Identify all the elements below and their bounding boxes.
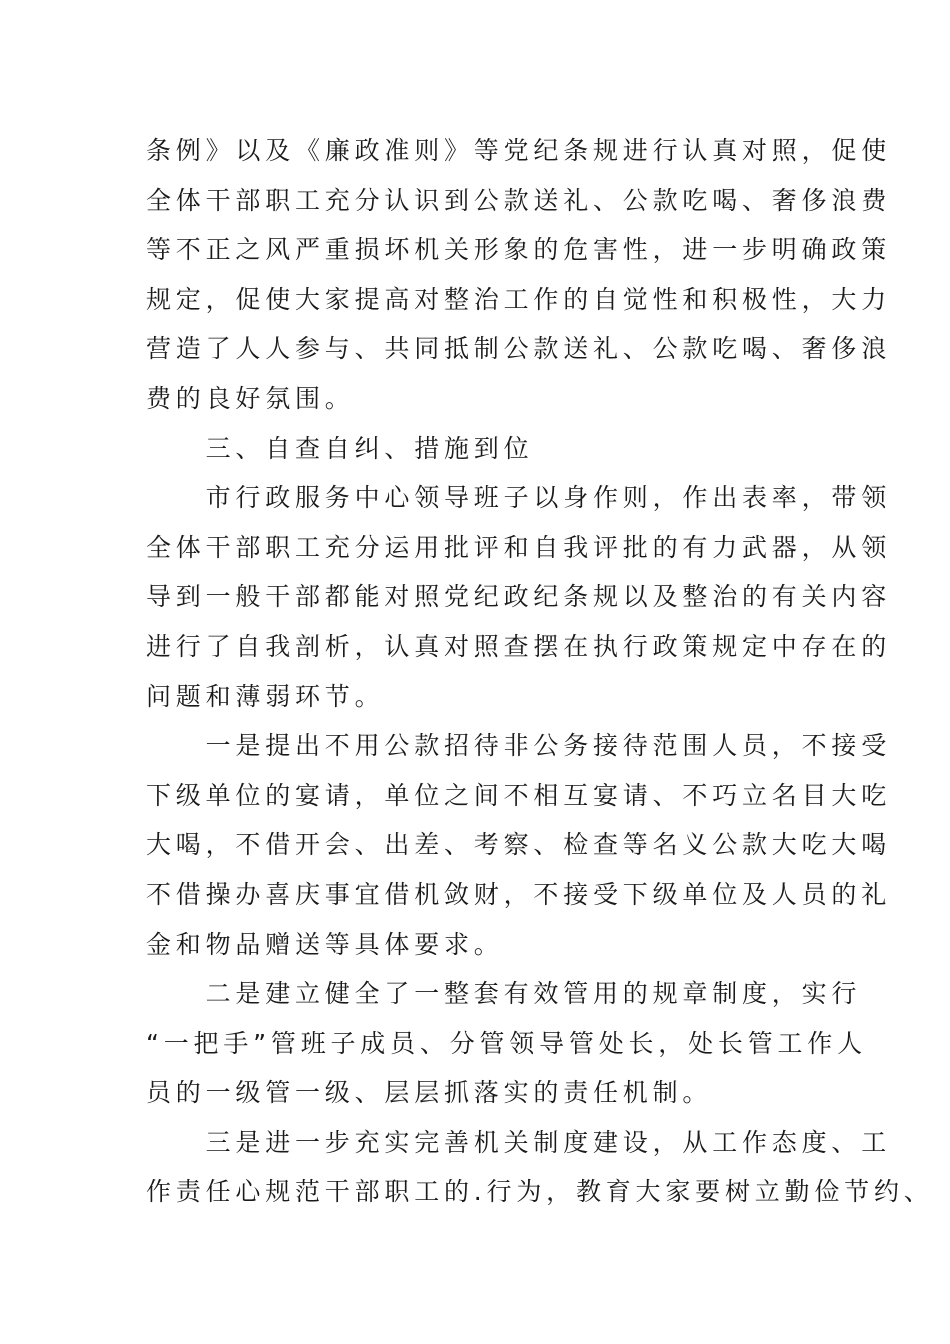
text-line: 市行政服务中心领导班子以身作则，作出表率，带领: [146, 483, 892, 513]
text-line: 进行了自我剖析，认真对照查摆在执行政策规定中存在的: [146, 631, 892, 661]
text-line: 大喝，不借开会、出差、考察、检查等名义公款大吃大喝: [146, 830, 892, 860]
text-line: 金和物品赠送等具体要求。: [146, 929, 504, 959]
text-line: 条例》以及《廉政准则》等党纪条规进行认真对照，促使: [146, 136, 892, 165]
text-line: 员的一级管一级、层层抓落实的责任机制。: [146, 1078, 713, 1108]
text-line: 导到一般干部都能对照党纪政纪条规以及整治的有关内容: [146, 582, 892, 612]
text-line: 不借操办喜庆事宜借机敛财，不接受下级单位及人员的礼: [146, 879, 892, 909]
text-line: 二是建立健全了一整套有效管用的规章制度，实行: [146, 979, 862, 1009]
text-line: “一把手”管班子成员、分管领导管处长，处长管工作人: [146, 1028, 867, 1058]
text-line: 下级单位的宴请，单位之间不相互宴请、不巧立名目大吃: [146, 780, 892, 810]
text-line: 营造了人人参与、共同抵制公款送礼、公款吃喝、奢侈浪: [146, 334, 892, 364]
text-line: 费的良好氛围。: [146, 383, 355, 413]
text-line: 全体干部职工充分认识到公款送礼、公款吃喝、奢侈浪费: [146, 185, 892, 215]
text-line: 规定，促使大家提高对整治工作的自觉性和积极性，大力: [146, 284, 892, 314]
text-line: 三是进一步充实完善机关制度建设，从工作态度、工: [146, 1127, 892, 1157]
text-line: 等不正之风严重损坏机关形象的危害性，进一步明确政策: [146, 235, 892, 265]
text-line: 作责任心规范干部职工的.行为，教育大家要树立勤俭节约、: [146, 1177, 934, 1207]
text-line: 一是提出不用公款招待非公务接待范围人员，不接受: [146, 731, 892, 761]
section-heading: 三、自查自纠、措施到位: [146, 433, 534, 463]
body-text: [146, 126, 934, 1217]
text-line: 问题和薄弱环节。: [146, 681, 385, 711]
text-line: 全体干部职工充分运用批评和自我评批的有力武器，从领: [146, 532, 892, 562]
